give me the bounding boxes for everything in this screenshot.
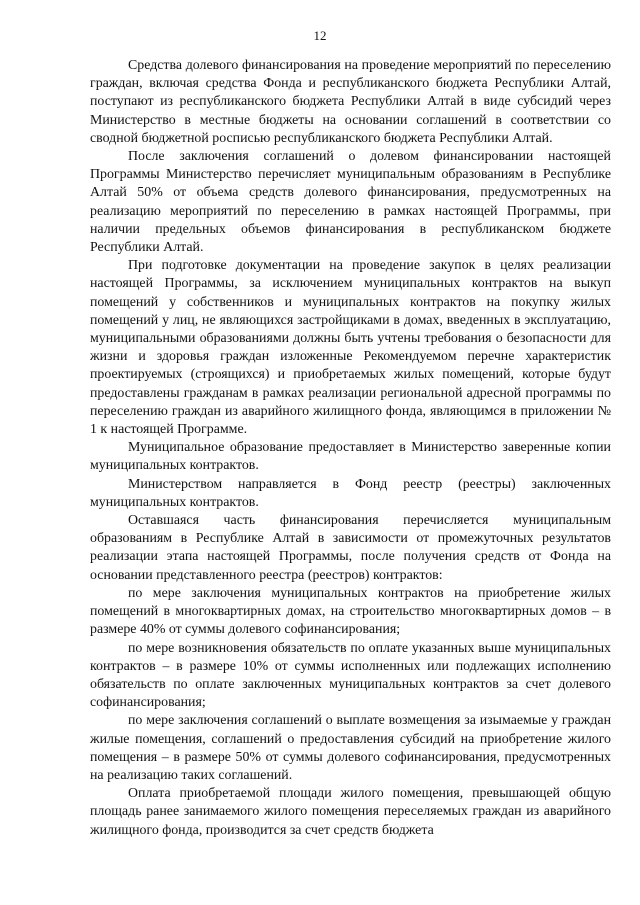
paragraph-remaining-funding: Оставшаяся часть финансирования перечисляется муниципальным образованиям в Республике Алтай в зависимости от промежуточных результатов реализации этапа настоящей Программы, после получения средств от Фонда на основании представленного реестра (реестров) контрактов: bbox=[90, 513, 611, 583]
paragraph-area-payment: Оплата приобретаемой площади жилого помещения, превышающей общую площадь ранее занимаемого жилого помещения переселяемых граждан из аварийного жилищного фонда, производится за счет средств бюджета bbox=[90, 786, 611, 838]
paragraph-agreements: После заключения соглашений о долевом финансировании настоящей Программы Министерство перечисляет муниципальным образованиям в Республике Алтай 50% от объема средств долевого финансирования, предусмотренных на реализацию мероприятий по переселению в рамках настоящей Программы, при наличии предельных объемов финансирования в республиканском бюджете Республики Алтай. bbox=[90, 149, 611, 256]
paragraph-registry: Министерством направляется в Фонд реестр (реестры) заключенных муниципальных контрактов. bbox=[90, 476, 611, 510]
document-body bbox=[90, 57, 611, 840]
page-number: 12 bbox=[313, 28, 327, 43]
paragraph-list-item: по мере заключения соглашений о выплате возмещения за изымаемые у граждан жилые помещения, соглашений о предоставления субсидий на приобретение жилого помещения – в размере 50% от суммы долевого софинансирования, предусмотренных на реализацию таких соглашений. bbox=[90, 713, 611, 783]
paragraph-list-item: по мере возникновения обязательств по оплате указанных выше муниципальных контрактов – в размере 10% от суммы исполненных или подлежащих исполнению обязательств по оплате заключенных муниципальных контрактов за счет долевого софинансирования; bbox=[90, 640, 611, 711]
paragraph-contract-copies: Муниципальное образование предоставляет в Министерство заверенные копии муниципальных контрактов. bbox=[90, 440, 611, 474]
paragraph-procurement: При подготовке документации на проведение закупок в целях реализации настоящей Программы, за исключением муниципальных контрактов на выкуп помещений у собственников и муниципальных контрактов на покупку жилых помещений у лиц, не являющихся застройщиками в домах, введенных в эксплуатацию, муниципальными образованиями должны быть учтены требования о безопасности для жизни и здоровья граждан изложенные Рекомендуемом перечне характеристик проектируемых (строящихся) и приобретаемых жилых помещений, которые будут предоставлены гражданам в рамках реализации региональной адресной программы по переселению граждан из аварийного жилищного фонда, являющимся в приложении № 1 к настоящей Программе. bbox=[90, 258, 611, 438]
paragraph-funding-transfer: Средства долевого финансирования на проведение мероприятий по переселению граждан, включая средства Фонда и республиканского бюджета Республики Алтай, поступают из республиканского бюджета Республики Алтай в виде субсидий через Министерство в местные бюджеты на основании соглашений в соответствии со сводной бюджетной росписью республиканского бюджета Республики Алтай. bbox=[90, 58, 611, 146]
paragraph-list-item: по мере заключения муниципальных контрактов на приобретение жилых помещений в многоквартирных домах, на строительство многоквартирных домов – в размере 40% от суммы долевого софинансирования; bbox=[90, 585, 611, 638]
